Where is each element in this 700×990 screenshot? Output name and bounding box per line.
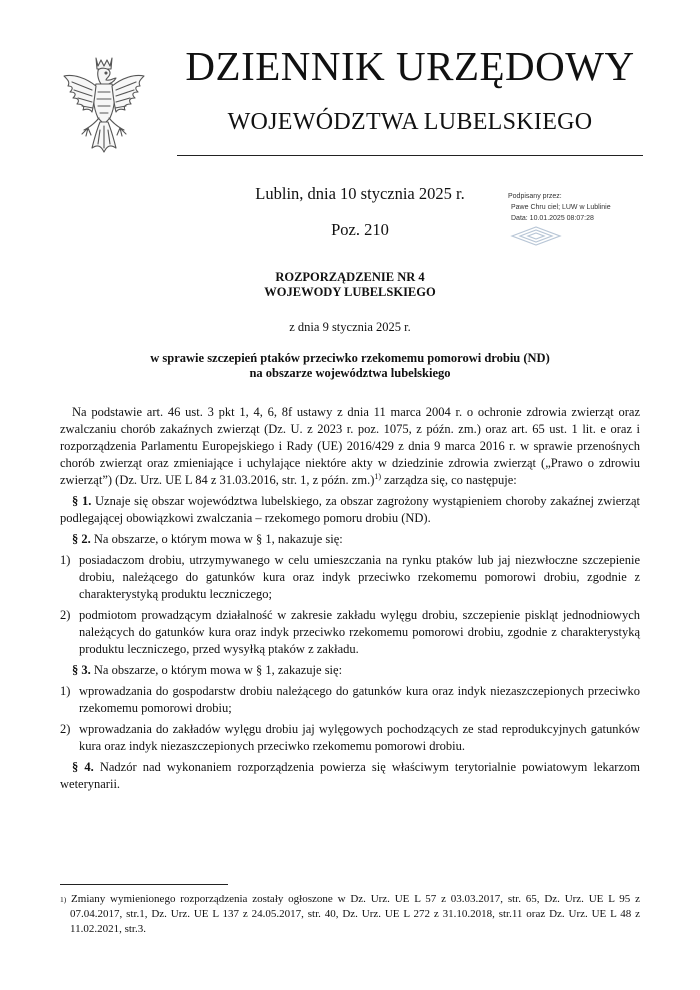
section-2-item	[60, 552, 640, 603]
signature-stamp-icon	[508, 226, 564, 246]
preamble-end: zarządza się, co następuje:	[381, 473, 517, 487]
section-1-label: § 1.	[72, 494, 92, 508]
section-4-text: Nadzór nad wykonaniem rozporządzenia powierza się właściwym terytorialnie powiatowym lekarzom weterynarii.	[60, 760, 640, 791]
place-and-date: Lublin, dnia 10 stycznia 2025 r.	[255, 184, 465, 203]
footnote-mark: 1)	[60, 895, 67, 904]
signature-line-3: Data: 10.01.2025 08:07:28	[511, 215, 594, 222]
item-number: 2)	[60, 722, 71, 736]
section-1-text: Uznaje się obszar województwa lubelskiego, za obszar zagrożony wystąpieniem choroby zakaźnej zwierząt podlegającej obowiązkowi zwalczania – rzekomego pomoru drobiu (ND).	[60, 494, 640, 525]
masthead-divider	[177, 155, 643, 156]
section-3-item	[60, 721, 640, 755]
document-body	[60, 404, 640, 793]
white-eagle-emblem-icon	[58, 52, 150, 156]
position-number: Poz. 210	[331, 220, 389, 239]
section-3-text: Na obszarze, o którym mowa w § 1, zakazuje się:	[90, 663, 343, 677]
item-text: posiadaczom drobiu, utrzymywanego w celu umieszczania na rynku ptaków lub jaj niezwłoczne szczepienie drobiu, należącego do gatunków kura oraz indyk przeciwko rzekomemu pomorowi drobiu, zgodnie z charakterystyką produktu leczniczego;	[79, 553, 640, 601]
section-4-label: § 4.	[72, 760, 94, 774]
item-text: wprowadzania do gospodarstw drobiu należącego do gatunków kura oraz indyk niezaszczepionych przeciwko rzekomemu pomorowi drobiu;	[79, 684, 640, 715]
item-number: 1)	[60, 684, 71, 698]
section-2-item	[60, 607, 640, 658]
footnote-text: Zmiany wymienionego rozporządzenia zostały ogłoszone w Dz. Urz. UE L 57 z 03.03.2017, str. 65, Dz. Urz. UE L 95 z 07.04.2017, str.1, Dz. Urz. UE L 137 z 24.05.2017, str. 40, Dz. Urz. UE L 272 z 31.10.2018, str.11 oraz Dz. Urz. UE L 48 z 11.02.2021, str.3.	[66, 893, 640, 935]
section-2	[60, 531, 640, 548]
act-date: z dnia 9 stycznia 2025 r.	[289, 320, 411, 334]
signature-block	[508, 191, 611, 224]
preamble-text: Na podstawie art. 46 ust. 3 pkt 1, 4, 6, 8f ustawy z dnia 11 marca 2004 r. o ochronie zdrowia zwierząt oraz zwalczaniu chorób zakaźnych zwierząt (Dz. U. z 2023 r. poz. 1075, z późn. zm.) oraz art. 65 ust. 1 lit. e oraz i rozporządzenia Parlamentu Europejskiego i Rady (UE) 2016/429 z dnia 9 marca 2016 r. w sprawie przenośnych chorób zwierząt oraz zmieniające i uchylające niektóre akty w dziedzinie zdrowia zwierząt („Prawo o zdrowiu zwierząt”) (Dz. Urz. UE L 84 z 31.03.2016, str. 1, z późn. zm.)	[60, 405, 640, 487]
item-text: podmiotom prowadzącym działalność w zakresie zakładu wylęgu drobiu, szczepienie piskląt jednodniowych należących do gatunków kura oraz indyk przeciwko rzekomemu pomorowi drobiu, zgodnie z charakterystyką produktu leczniczego, przed wysyłką ptaków z zakładu.	[79, 608, 640, 656]
section-2-text: Na obszarze, o którym mowa w § 1, nakazuje się:	[90, 532, 343, 546]
act-subject-line-2: na obszarze województwa lubelskiego	[249, 366, 451, 380]
act-title	[60, 270, 640, 300]
preamble	[60, 404, 640, 489]
act-subject	[60, 351, 640, 381]
signature-line-2: Pawe Chru ciel; LUW w Lublinie	[511, 204, 611, 211]
signature-line-1: Podpisany przez:	[508, 193, 562, 200]
footnote	[60, 892, 640, 937]
section-3-item	[60, 683, 640, 717]
footnote-divider	[60, 884, 228, 885]
section-3-label: § 3.	[72, 663, 91, 677]
act-title-line-2: WOJEWODY LUBELSKIEGO	[264, 285, 436, 299]
act-title-line-1: ROZPORZĄDZENIE NR 4	[275, 270, 425, 284]
footnote-reference: 1)	[374, 471, 382, 481]
masthead-title: DZIENNIK URZĘDOWY	[185, 43, 635, 89]
section-3	[60, 662, 640, 679]
masthead-subtitle: WOJEWÓDZTWA LUBELSKIEGO	[227, 109, 593, 135]
item-text: wprowadzania do zakładów wylęgu drobiu jaj wylęgowych pochodzących ze stad reprodukcyjnych gatunków kura oraz indyk niezaszczepionych przeciwko rzekomemu pomorowi drobiu.	[79, 722, 640, 753]
item-number: 1)	[60, 553, 71, 567]
section-4	[60, 759, 640, 793]
section-2-label: § 2.	[72, 532, 91, 546]
act-subject-line-1: w sprawie szczepień ptaków przeciwko rzekomemu pomorowi drobiu (ND)	[150, 351, 550, 365]
item-number: 2)	[60, 608, 71, 622]
section-1	[60, 493, 640, 527]
